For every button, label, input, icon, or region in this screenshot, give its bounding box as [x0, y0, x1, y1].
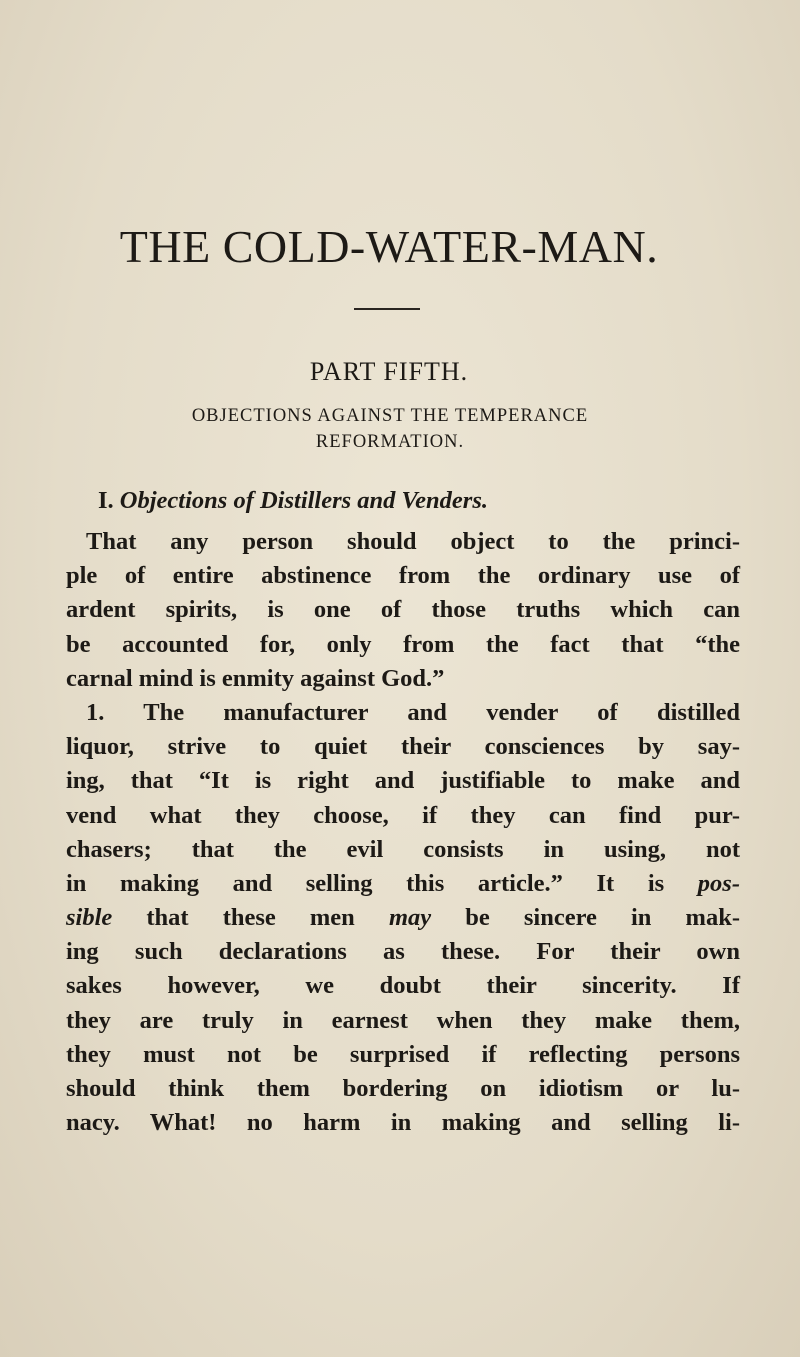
section-number: I.	[98, 487, 114, 514]
text-run: that these men	[112, 904, 389, 932]
text-line: should think them bordering on idiotism or lu-	[66, 1075, 740, 1102]
text-line	[66, 867, 740, 901]
text-line: they are truly in earnest when they make them,	[66, 1006, 740, 1034]
text-line: ardent spirits, is one of those truths which can	[66, 596, 740, 624]
body-text	[66, 525, 740, 1140]
section-heading	[98, 487, 488, 515]
italic-word-possible: sible	[66, 904, 113, 932]
chapter-heading	[60, 403, 720, 455]
text-line: sakes however, we doubt their sincerity. If	[66, 972, 740, 1000]
text-line: 1. The manufacturer and vender of distilled	[86, 698, 740, 726]
chapter-heading-line-1: OBJECTIONS AGAINST THE TEMPERANCE	[191, 406, 589, 426]
text-line: ing, that “It is right and justifiable to make and	[66, 767, 740, 795]
text-line: chasers; that the evil consists in using, not	[66, 835, 740, 863]
text-line: be accounted for, only from the fact that “the	[66, 630, 740, 658]
text-run: be sincere in mak-	[431, 904, 740, 932]
text-line	[66, 901, 740, 935]
title-rule	[354, 308, 420, 310]
text-run: in making and selling this article.” It is	[66, 869, 698, 897]
book-title: THE COLD-WATER-MAN.	[119, 221, 659, 272]
chapter-heading-line-2: REFORMATION.	[315, 432, 465, 452]
text-line: nacy. What! no harm in making and selling li-	[66, 1109, 740, 1137]
part-heading: PART FIFTH.	[309, 357, 469, 386]
text-line: That any person should object to the princi-	[86, 528, 740, 555]
italic-word-may: may	[388, 904, 432, 932]
text-line: ple of entire abstinence from the ordinary use of	[66, 562, 740, 590]
text-line: liquor, strive to quiet their consciences by say-	[66, 733, 740, 761]
italic-word-possible: pos-	[697, 869, 740, 897]
text-line: carnal mind is enmity against God.”	[66, 664, 445, 692]
text-line: ing such declarations as these. For their own	[66, 938, 740, 966]
text-line: vend what they choose, if they can find pur-	[66, 801, 740, 829]
text-line: they must not be surprised if reflecting persons	[66, 1040, 740, 1068]
section-title: Objections of Distillers and Venders.	[119, 487, 489, 514]
